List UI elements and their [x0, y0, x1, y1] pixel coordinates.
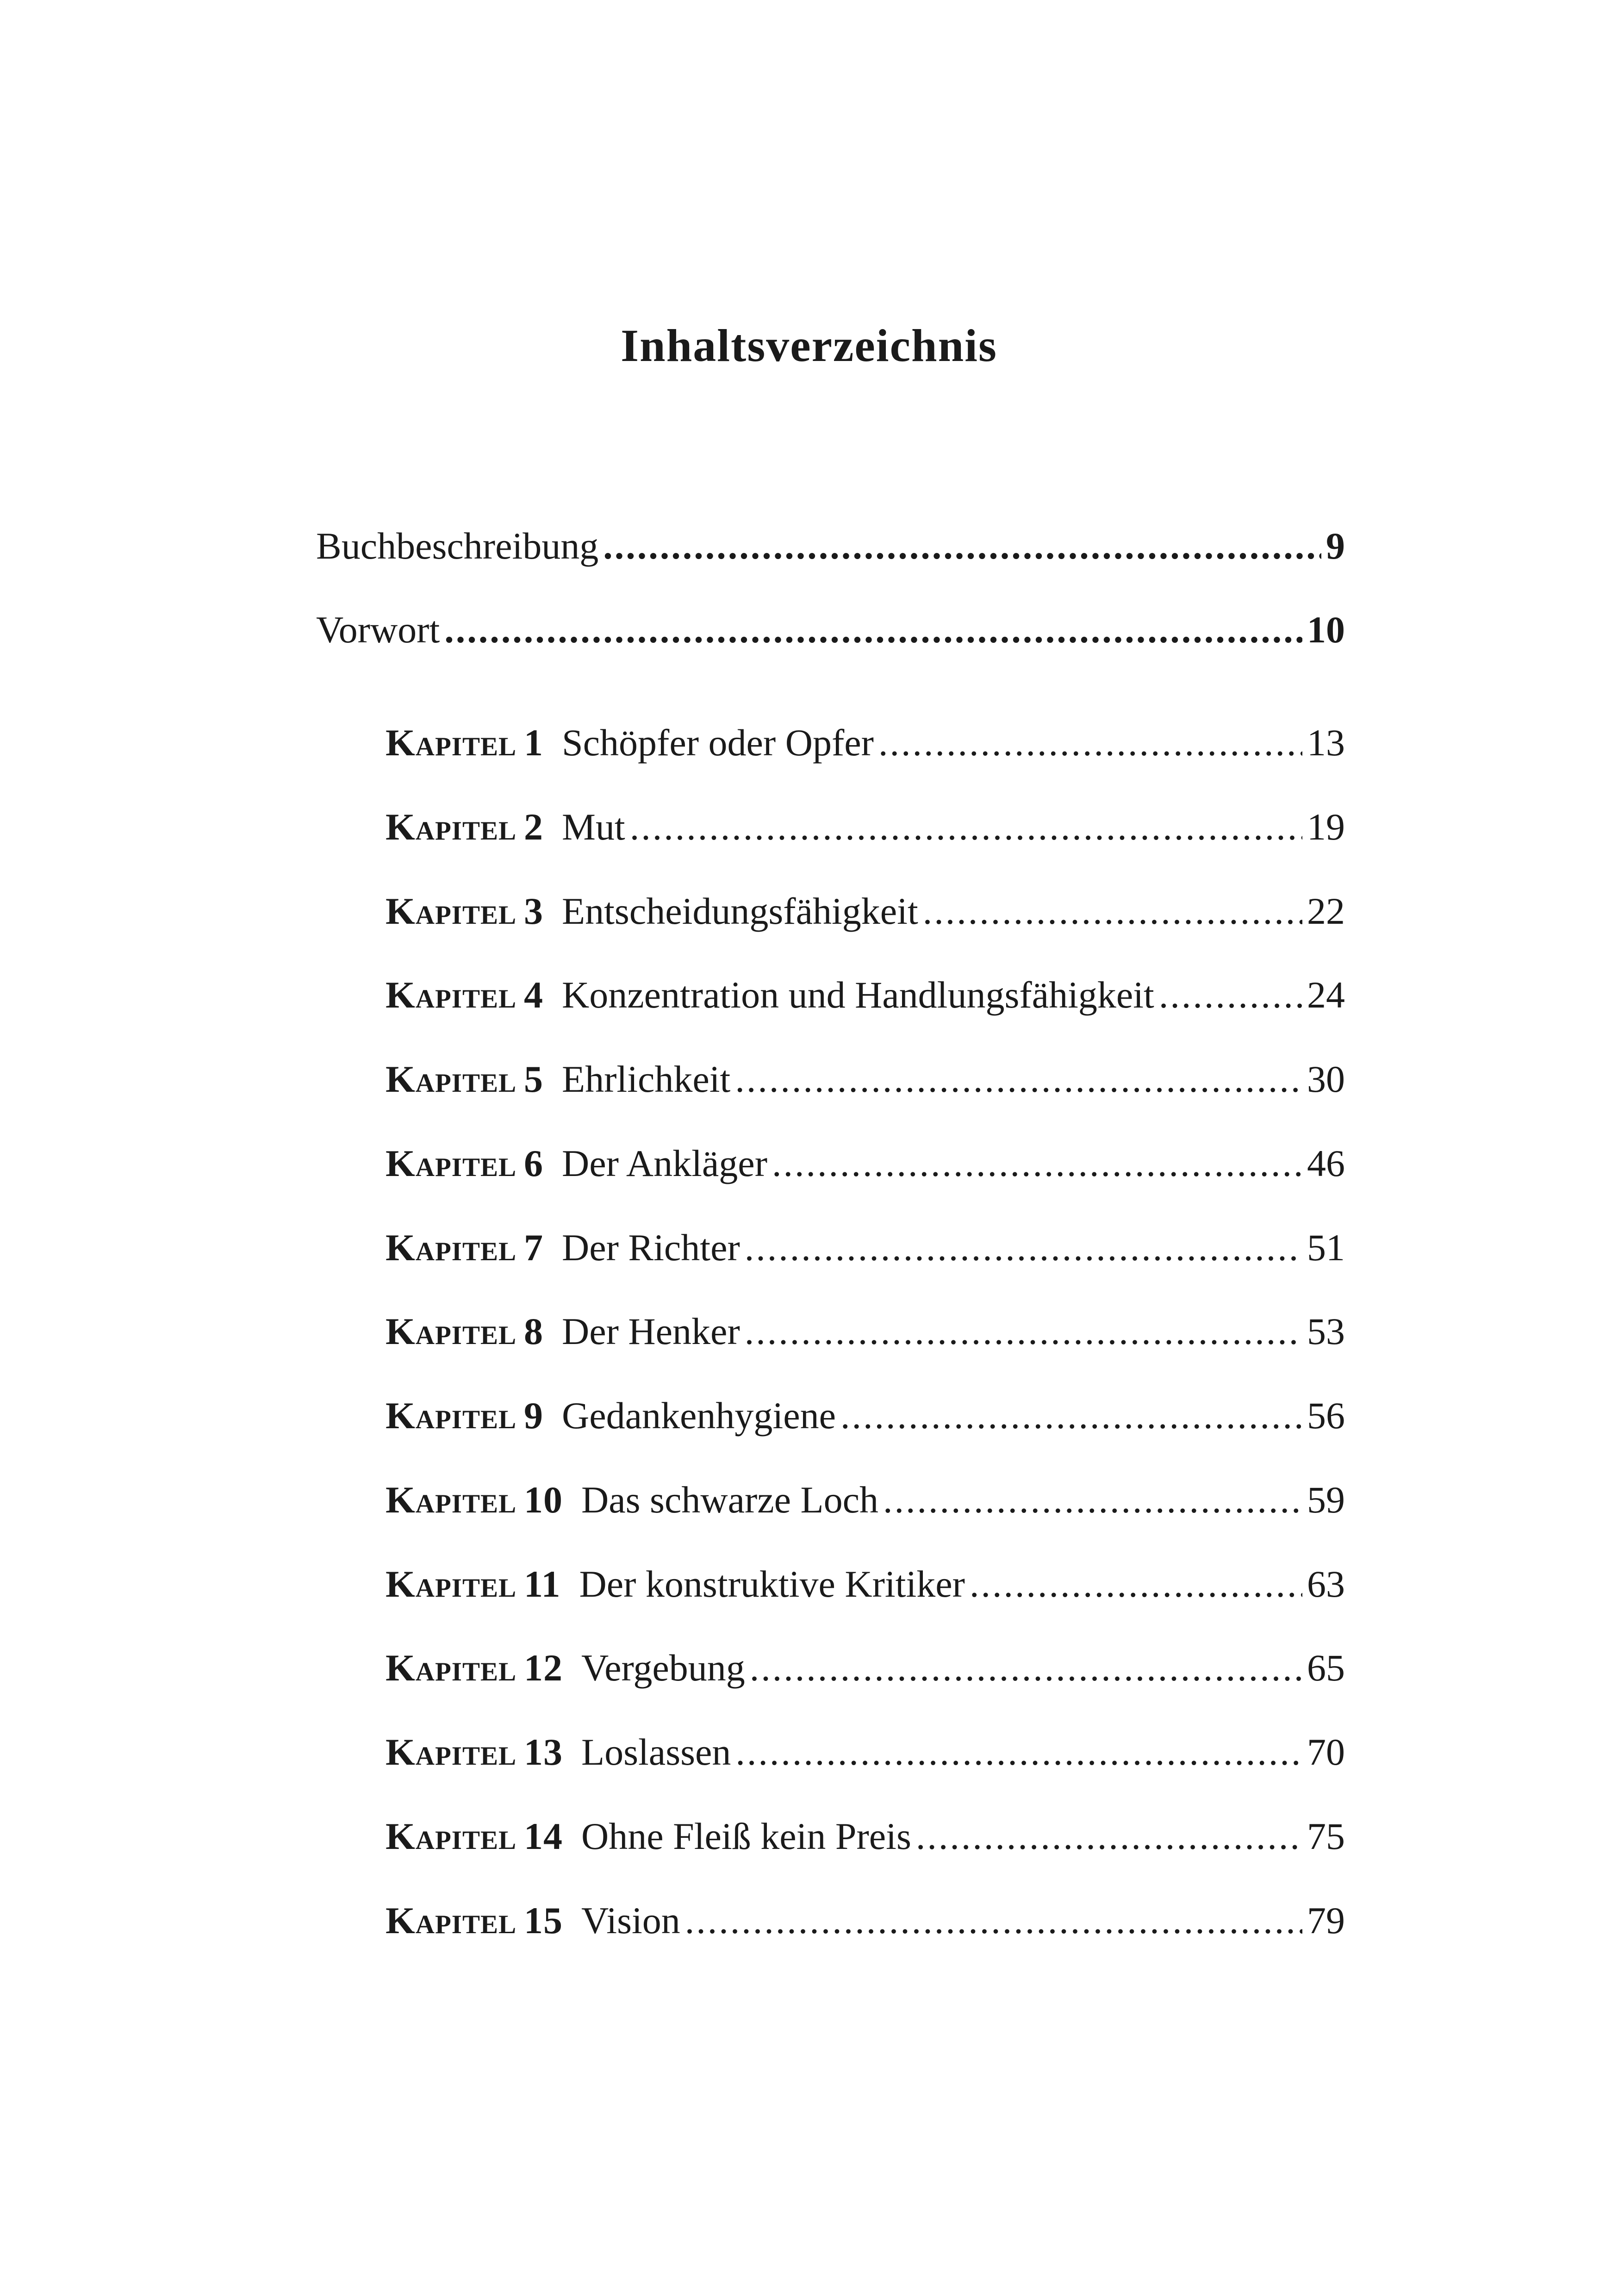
toc-page-number: 22	[1307, 890, 1345, 932]
chapter-label: Kapitel 10	[386, 1479, 563, 1521]
chapter-number: 3	[524, 890, 544, 932]
toc-chapter-14[interactable]	[386, 1811, 1345, 1862]
chapter-number: 6	[524, 1142, 544, 1184]
toc-page-number: 79	[1307, 1899, 1345, 1941]
toc-entry-title: Vorwort	[316, 609, 440, 651]
chapter-label: Kapitel 5	[386, 1058, 544, 1100]
dot-leader	[745, 1222, 1302, 1273]
chapter-number: 1	[524, 722, 544, 764]
chapter-number: 10	[524, 1479, 563, 1521]
toc-chapter-9[interactable]	[386, 1390, 1345, 1441]
chapter-number: 15	[524, 1899, 563, 1941]
toc-page-number: 10	[1307, 609, 1345, 651]
toc-page-number: 19	[1307, 806, 1345, 848]
chapter-label: Kapitel 4	[386, 974, 544, 1016]
chapter-number: 8	[524, 1310, 544, 1352]
dot-leader	[878, 717, 1302, 768]
toc-chapter-15[interactable]	[386, 1895, 1345, 1946]
chapter-title: Vergebung	[581, 1647, 745, 1689]
toc-chapter-13[interactable]	[386, 1727, 1345, 1778]
chapter-label: Kapitel 12	[386, 1647, 563, 1689]
dot-leader	[772, 1138, 1302, 1189]
page-title: Inhaltsverzeichnis	[621, 320, 997, 371]
dot-leader	[735, 1054, 1302, 1105]
dot-leader	[745, 1306, 1302, 1357]
dot-leader	[970, 1559, 1302, 1610]
toc-entry-buchbeschreibung[interactable]	[316, 521, 1345, 572]
toc-chapter-5[interactable]	[386, 1054, 1345, 1105]
dot-leader	[840, 1390, 1302, 1441]
chapter-label: Kapitel 1	[386, 722, 544, 764]
chapter-label: Kapitel 3	[386, 890, 544, 932]
chapter-number: 5	[524, 1058, 544, 1100]
chapter-number: 9	[524, 1394, 544, 1437]
chapter-title: Der Henker	[562, 1310, 740, 1352]
toc-page-number: 63	[1307, 1563, 1345, 1605]
toc-page-number: 75	[1307, 1815, 1345, 1857]
chapter-number: 11	[524, 1563, 561, 1605]
chapter-title: Schöpfer oder Opfer	[562, 722, 874, 764]
chapter-title: Ohne Fleiß kein Preis	[581, 1815, 911, 1857]
toc-chapter-11[interactable]	[386, 1559, 1345, 1610]
toc-chapter-10[interactable]	[386, 1475, 1345, 1525]
toc-entry-title: Buchbeschreibung	[316, 525, 599, 567]
chapter-title: Der Ankläger	[562, 1142, 768, 1184]
chapter-label: Kapitel 11	[386, 1563, 561, 1605]
chapter-title: Konzentration und Handlungsfähigkeit	[562, 974, 1154, 1016]
toc-page-number: 24	[1307, 974, 1345, 1016]
toc-page-number: 13	[1307, 722, 1345, 764]
chapter-label: Kapitel 6	[386, 1142, 544, 1184]
chapter-label: Kapitel 2	[386, 806, 544, 848]
toc-page-number: 65	[1307, 1647, 1345, 1689]
toc-chapter-6[interactable]	[386, 1138, 1345, 1189]
toc-chapter-8[interactable]	[386, 1306, 1345, 1357]
toc-page-number: 51	[1307, 1226, 1345, 1269]
toc-page-number: 53	[1307, 1310, 1345, 1352]
chapter-title: Loslassen	[581, 1731, 731, 1773]
toc-page-number: 70	[1307, 1731, 1345, 1773]
dot-leader	[750, 1643, 1302, 1693]
chapter-title: Gedankenhygiene	[562, 1394, 836, 1437]
chapter-label: Kapitel 14	[386, 1815, 563, 1857]
toc-chapter-12[interactable]	[386, 1643, 1345, 1693]
toc-page-number: 59	[1307, 1479, 1345, 1521]
chapter-title: Der konstruktive Kritiker	[579, 1563, 965, 1605]
dot-leader	[603, 521, 1321, 572]
chapter-number: 2	[524, 806, 544, 848]
toc-page-number: 9	[1326, 525, 1345, 567]
dot-leader	[685, 1895, 1302, 1946]
toc-chapter-2[interactable]	[386, 802, 1345, 852]
dot-leader	[630, 802, 1302, 852]
toc-page-number: 30	[1307, 1058, 1345, 1100]
chapter-number: 14	[524, 1815, 563, 1857]
chapter-number: 4	[524, 974, 544, 1016]
dot-leader	[1159, 970, 1302, 1020]
chapter-number: 7	[524, 1226, 544, 1269]
chapter-label: Kapitel 8	[386, 1310, 544, 1352]
toc-chapter-1[interactable]	[386, 717, 1345, 768]
toc-page-number: 56	[1307, 1394, 1345, 1437]
chapter-title: Das schwarze Loch	[581, 1479, 879, 1521]
toc-page-number: 46	[1307, 1142, 1345, 1184]
chapter-number: 13	[524, 1731, 563, 1773]
dot-leader	[923, 886, 1302, 937]
chapter-title: Der Richter	[562, 1226, 740, 1269]
dot-leader	[883, 1475, 1302, 1525]
chapter-title: Ehrlichkeit	[562, 1058, 731, 1100]
dot-leader	[735, 1727, 1302, 1778]
chapter-title: Mut	[562, 806, 625, 848]
dot-leader	[916, 1811, 1302, 1862]
toc-chapter-3[interactable]	[386, 886, 1345, 937]
chapter-number: 12	[524, 1647, 563, 1689]
toc-entry-vorwort[interactable]	[316, 604, 1345, 655]
toc-chapter-4[interactable]	[386, 970, 1345, 1020]
chapter-label: Kapitel 13	[386, 1731, 563, 1773]
chapter-label: Kapitel 15	[386, 1899, 563, 1941]
dot-leader	[444, 604, 1302, 655]
chapter-title: Entscheidungsfähigkeit	[562, 890, 918, 932]
chapter-label: Kapitel 7	[386, 1226, 544, 1269]
toc-chapter-7[interactable]	[386, 1222, 1345, 1273]
chapter-title: Vision	[581, 1899, 680, 1941]
chapter-label: Kapitel 9	[386, 1394, 544, 1437]
